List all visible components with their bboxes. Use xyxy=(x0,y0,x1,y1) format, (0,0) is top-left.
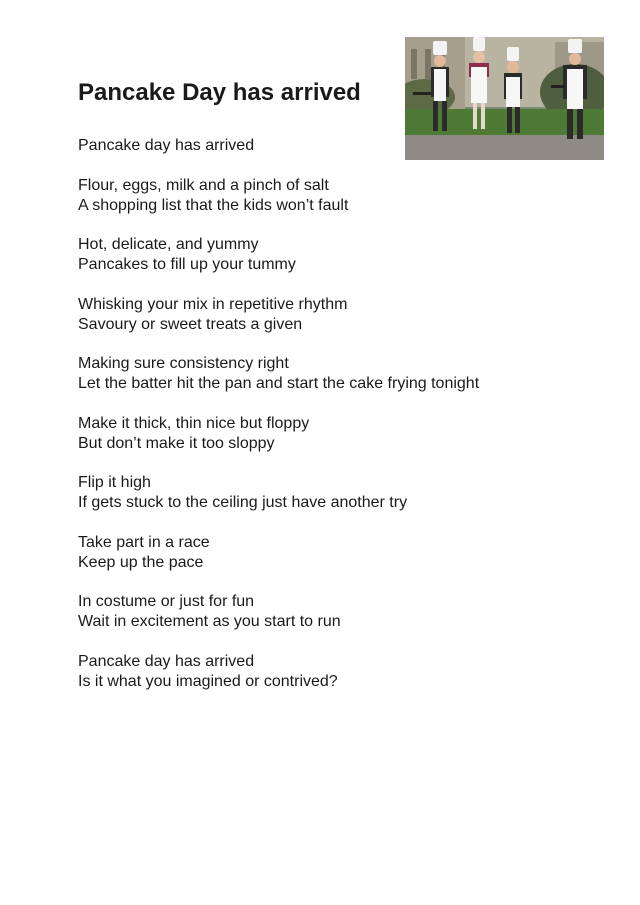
poem-body xyxy=(78,136,598,711)
poem-line: Making sure consistency right xyxy=(78,355,289,372)
poem-line: Pancakes to fill up your tummy xyxy=(78,256,296,273)
poem-line: Pancake day has arrived xyxy=(78,137,255,154)
poem-line: Wait in excitement as you start to run xyxy=(78,613,341,630)
poem-line: Savoury or sweet treats a given xyxy=(78,315,303,333)
poem-line: Pancake day has arrived xyxy=(78,652,255,670)
poem-line: Keep up the pace xyxy=(78,553,204,571)
poem-line: But don’t make it too sloppy xyxy=(78,434,275,452)
stanza xyxy=(78,414,598,454)
poem-line: Let the batter hit the pan and start the cake frying tonight xyxy=(78,375,480,392)
poem-line: Hot, delicate, and yummy xyxy=(78,236,259,253)
stanza xyxy=(78,592,598,632)
poem-line: A shopping list that the kids won’t fault xyxy=(78,196,349,214)
document-title: Pancake Day has arrived xyxy=(78,79,361,106)
poem-line: In costume or just for fun xyxy=(78,593,255,610)
stanza xyxy=(78,235,598,275)
stanza xyxy=(78,354,598,394)
poem-line: Is it what you imagined or contrived? xyxy=(78,672,338,690)
poem-line: Flour, eggs, milk and a pinch of salt xyxy=(78,176,329,194)
stanza xyxy=(78,176,598,216)
poem-line: Take part in a race xyxy=(78,533,210,551)
stanza xyxy=(78,533,598,573)
poem-line: Make it thick, thin nice but floppy xyxy=(78,414,310,432)
stanza xyxy=(78,473,598,513)
poem-line: If gets stuck to the ceiling just have another try xyxy=(78,494,408,511)
stanza xyxy=(78,136,598,156)
stanza xyxy=(78,295,598,335)
poem-line: Flip it high xyxy=(78,474,151,491)
stanza xyxy=(78,652,598,692)
poem-line: Whisking your mix in repetitive rhythm xyxy=(78,295,348,313)
